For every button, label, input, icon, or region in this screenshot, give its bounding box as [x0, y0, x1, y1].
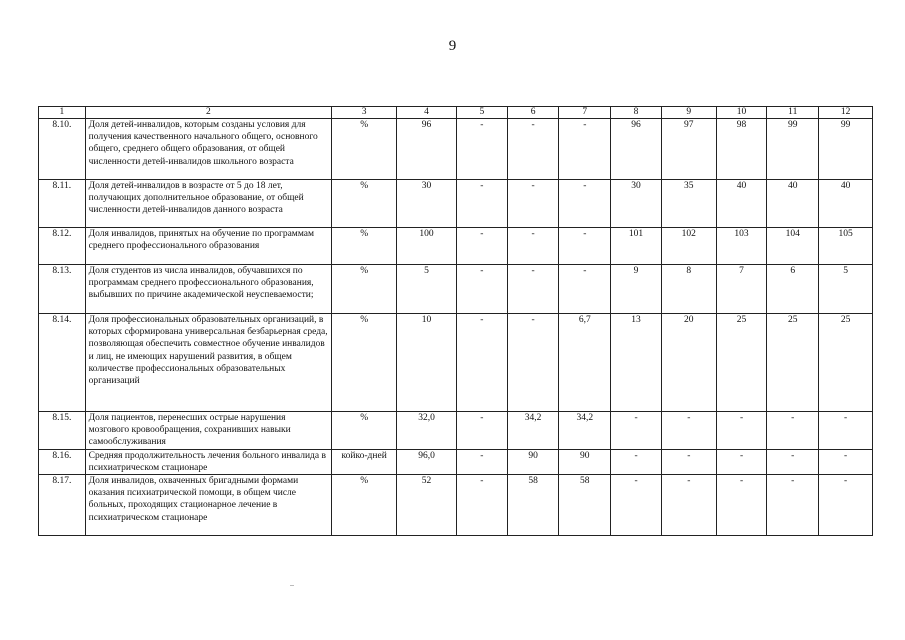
value-cell: 34,2: [507, 412, 559, 450]
value-cell: 96: [397, 119, 457, 180]
value-cell: -: [456, 314, 507, 412]
value-cell: 99: [767, 119, 819, 180]
value-cell: 32,0: [397, 412, 457, 450]
indicator-description: Доля инвалидов, принятых на обучение по программам среднего профессионального образования: [85, 228, 332, 265]
value-cell: -: [559, 228, 611, 265]
column-header: 1: [39, 107, 86, 119]
value-cell: 52: [397, 475, 457, 536]
table-header-row: [39, 107, 873, 119]
value-cell: 20: [661, 314, 716, 412]
table-row: [39, 449, 873, 474]
value-cell: 58: [559, 475, 611, 536]
unit-cell: %: [332, 412, 397, 450]
value-cell: -: [507, 314, 559, 412]
value-cell: 102: [661, 228, 716, 265]
scan-speck: [290, 585, 294, 586]
row-number: 8.15.: [39, 412, 86, 450]
value-cell: 104: [767, 228, 819, 265]
value-cell: -: [456, 412, 507, 450]
value-cell: -: [767, 412, 819, 450]
column-header: 12: [819, 107, 873, 119]
column-header: 2: [85, 107, 332, 119]
column-header: 11: [767, 107, 819, 119]
unit-cell: койко-дней: [332, 449, 397, 474]
value-cell: 98: [716, 119, 767, 180]
table-body: [39, 119, 873, 536]
value-cell: 97: [661, 119, 716, 180]
row-number: 8.12.: [39, 228, 86, 265]
indicator-description: Доля детей-инвалидов в возрасте от 5 до 18 лет, получающих дополнительное образование, от общей численности детей-инвалидов данного возраста: [85, 180, 332, 228]
value-cell: -: [456, 265, 507, 314]
row-number: 8.11.: [39, 180, 86, 228]
unit-cell: %: [332, 314, 397, 412]
value-cell: 101: [611, 228, 662, 265]
unit-cell: %: [332, 228, 397, 265]
value-cell: 96,0: [397, 449, 457, 474]
value-cell: -: [716, 449, 767, 474]
value-cell: -: [456, 119, 507, 180]
indicator-description: Доля инвалидов, охваченных бригадными формами оказания психиатрической помощи, в общем числе больных, проходящих стационарное лечение в психиатрическом стационаре: [85, 475, 332, 536]
indicator-description: Средняя продолжительность лечения больного инвалида в психиатрическом стационаре: [85, 449, 332, 474]
value-cell: -: [819, 412, 873, 450]
value-cell: 8: [661, 265, 716, 314]
unit-cell: %: [332, 180, 397, 228]
column-header: 5: [456, 107, 507, 119]
value-cell: 7: [716, 265, 767, 314]
value-cell: -: [661, 475, 716, 536]
unit-cell: %: [332, 119, 397, 180]
value-cell: 10: [397, 314, 457, 412]
table-row: [39, 180, 873, 228]
table-row: [39, 412, 873, 450]
value-cell: -: [611, 449, 662, 474]
value-cell: -: [507, 265, 559, 314]
row-number: 8.17.: [39, 475, 86, 536]
page-number: 9: [448, 38, 457, 54]
value-cell: 96: [611, 119, 662, 180]
value-cell: 25: [819, 314, 873, 412]
value-cell: -: [507, 119, 559, 180]
value-cell: 40: [819, 180, 873, 228]
unit-cell: %: [332, 475, 397, 536]
column-header: 7: [559, 107, 611, 119]
value-cell: 25: [767, 314, 819, 412]
table-row: [39, 119, 873, 180]
value-cell: -: [611, 412, 662, 450]
indicators-table: [38, 106, 873, 536]
value-cell: -: [819, 475, 873, 536]
value-cell: 90: [559, 449, 611, 474]
value-cell: 6: [767, 265, 819, 314]
indicator-description: Доля пациентов, перенесших острые нарушения мозгового кровообращения, сохранивших навыки самообслуживания: [85, 412, 332, 450]
value-cell: -: [767, 475, 819, 536]
value-cell: 34,2: [559, 412, 611, 450]
value-cell: 58: [507, 475, 559, 536]
column-header: 10: [716, 107, 767, 119]
value-cell: -: [456, 180, 507, 228]
value-cell: 25: [716, 314, 767, 412]
row-number: 8.13.: [39, 265, 86, 314]
value-cell: 30: [611, 180, 662, 228]
value-cell: 5: [397, 265, 457, 314]
value-cell: 35: [661, 180, 716, 228]
row-number: 8.16.: [39, 449, 86, 474]
value-cell: -: [456, 475, 507, 536]
value-cell: -: [661, 449, 716, 474]
table-row: [39, 228, 873, 265]
value-cell: -: [611, 475, 662, 536]
value-cell: 9: [611, 265, 662, 314]
value-cell: 40: [767, 180, 819, 228]
value-cell: -: [767, 449, 819, 474]
value-cell: -: [456, 228, 507, 265]
indicator-description: Доля студентов из числа инвалидов, обучавшихся по программам среднего профессионального образования, выбывших по причине академической неуспеваемости;: [85, 265, 332, 314]
value-cell: 103: [716, 228, 767, 265]
column-header: 9: [661, 107, 716, 119]
value-cell: 105: [819, 228, 873, 265]
column-header: 8: [611, 107, 662, 119]
indicator-description: Доля профессиональных образовательных организаций, в которых сформирована универсальная безбарьерная среда, позволяющая обеспечить совместное обучение инвалидов и лиц, не имеющих нарушений развития, в общем количестве профессиональных образовательных организаций: [85, 314, 332, 412]
value-cell: -: [716, 475, 767, 536]
value-cell: -: [716, 412, 767, 450]
value-cell: 13: [611, 314, 662, 412]
value-cell: 40: [716, 180, 767, 228]
value-cell: 5: [819, 265, 873, 314]
value-cell: 30: [397, 180, 457, 228]
value-cell: -: [559, 265, 611, 314]
table-row: [39, 475, 873, 536]
value-cell: 90: [507, 449, 559, 474]
value-cell: 99: [819, 119, 873, 180]
value-cell: -: [819, 449, 873, 474]
column-header: 6: [507, 107, 559, 119]
value-cell: -: [559, 119, 611, 180]
value-cell: -: [559, 180, 611, 228]
column-header: 4: [397, 107, 457, 119]
value-cell: 100: [397, 228, 457, 265]
value-cell: -: [661, 412, 716, 450]
row-number: 8.14.: [39, 314, 86, 412]
table-row: [39, 314, 873, 412]
table-row: [39, 265, 873, 314]
value-cell: 6,7: [559, 314, 611, 412]
column-header: 3: [332, 107, 397, 119]
unit-cell: %: [332, 265, 397, 314]
value-cell: -: [456, 449, 507, 474]
indicator-description: Доля детей-инвалидов, которым созданы условия для получения качественного начального общего, основного общего, среднего общего образования, от общей численности детей-инвалидов школьного возраста: [85, 119, 332, 180]
row-number: 8.10.: [39, 119, 86, 180]
value-cell: -: [507, 180, 559, 228]
value-cell: -: [507, 228, 559, 265]
